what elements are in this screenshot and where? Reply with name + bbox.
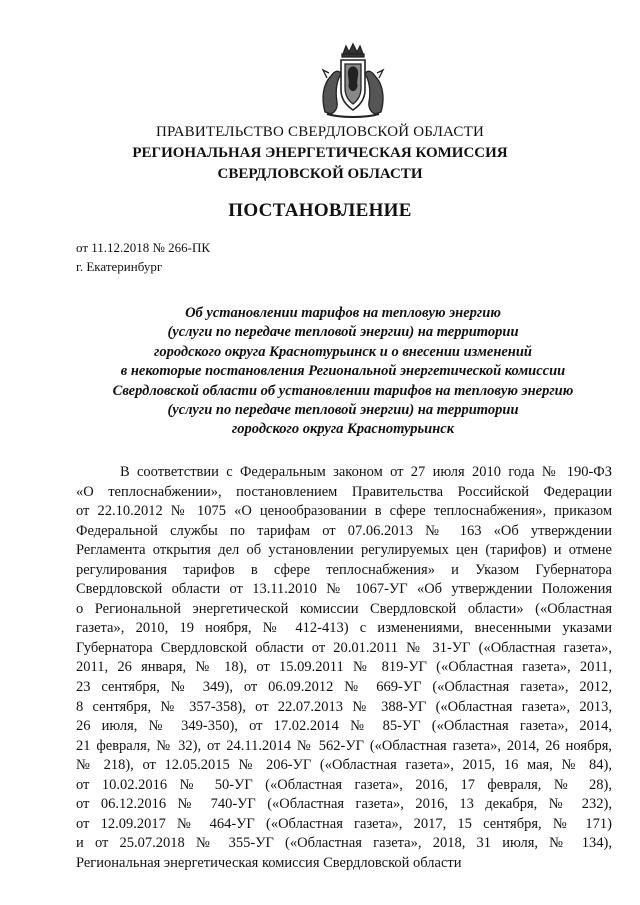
commission-header: РЕГИОНАЛЬНАЯ ЭНЕРГЕТИЧЕСКАЯ КОМИССИЯ bbox=[132, 145, 508, 161]
subject-line: в некоторые постановления Региональной энергетической комиссии bbox=[120, 363, 566, 380]
document-body bbox=[76, 463, 612, 873]
body-line: 23 сентября, № 349), от 06.09.2012 № 669-УГ («Областная газета», 2012, bbox=[76, 679, 612, 696]
body-line: Свердловской области от 13.11.2010 № 1067-УГ «Об утверждении Положения bbox=[76, 581, 612, 598]
coat-of-arms-icon bbox=[313, 40, 393, 120]
document-date-number: от 11.12.2018 № 266-ПК bbox=[76, 240, 211, 255]
government-header: ПРАВИТЕЛЬСТВО СВЕРДЛОВСКОЙ ОБЛАСТИ bbox=[155, 124, 485, 140]
body-line: 26 июля, № 349-350), от 17.02.2014 № 85-УГ («Областная газета», 2014, bbox=[76, 718, 612, 735]
body-line: 8 сентября, № 357-358), от 22.07.2013 № 388-УГ («Областная газета», 2013, bbox=[76, 698, 612, 715]
document-city: г. Екатеринбург bbox=[76, 259, 163, 274]
region-header: СВЕРДЛОВСКОЙ ОБЛАСТИ bbox=[217, 166, 423, 182]
body-line: № 218), от 12.05.2015 № 206-УГ («Областная газета», 2015, 16 мая, № 84), bbox=[76, 757, 612, 774]
subject-line: городского округа Краснотурьинск bbox=[231, 421, 455, 438]
body-line: «О теплоснабжении», постановлением Правительства Российской Федерации bbox=[76, 483, 612, 500]
subject-line: городского округа Краснотурьинск и о внесении изменений bbox=[154, 343, 532, 360]
body-line: регулирования тарифов в сфере теплоснабжения» и Указом Губернатора bbox=[76, 561, 612, 578]
document-subject bbox=[60, 304, 626, 440]
body-line: газета», 2010, 19 ноября, № 412-413) с изменениями, внесенными указами bbox=[76, 620, 612, 637]
body-line: 2011, 26 января, № 18), от 15.09.2011 № 819-УГ («Областная газета», 2011, bbox=[76, 659, 612, 676]
body-line: о Региональной энергетической комиссии Свердловской области» («Областная bbox=[76, 600, 612, 617]
body-line: от 10.02.2016 № 50-УГ («Областная газета», 2016, 17 февраля, № 28), bbox=[76, 776, 612, 793]
body-line: Региональная энергетическая комиссия Свердловской области bbox=[76, 854, 462, 871]
body-line: от 12.09.2017 № 464-УГ («Областная газета», 2017, 15 сентября, № 171) bbox=[76, 815, 612, 832]
body-line: от 06.12.2016 № 740-УГ («Областная газета», 2016, 13 декабря, № 232), bbox=[76, 796, 612, 813]
document-type-title: ПОСТАНОВЛЕНИЕ bbox=[228, 200, 412, 221]
body-line: от 22.10.2012 № 1075 «О ценообразовании в сфере теплоснабжения», приказом bbox=[76, 503, 612, 520]
body-line: 21 февраля, № 32), от 24.11.2014 № 562-УГ («Областная газета», 2014, 26 ноября, bbox=[76, 737, 612, 754]
body-line: В соответствии с Федеральным законом от 27 июля 2010 года № 190-ФЗ bbox=[120, 464, 612, 480]
subject-line: Свердловской области об установлении тарифов на тепловую энергию bbox=[112, 382, 574, 399]
body-line: Губернатора Свердловской области от 20.01.2011 № 31-УГ («Областная газета», bbox=[76, 639, 612, 656]
subject-line: (услуги по передаче тепловой энергии) на территории bbox=[167, 402, 519, 419]
body-line: Регламента открытия дел об установлении регулируемых цен (тарифов) и отмене bbox=[76, 542, 612, 559]
subject-line: (услуги по передаче тепловой энергии) на территории bbox=[167, 324, 519, 341]
body-line: Федеральной службы по тарифам от 07.06.2013 № 163 «Об утверждении bbox=[76, 522, 612, 539]
subject-line: Об установлении тарифов на тепловую энергию bbox=[185, 305, 501, 321]
body-line: и от 25.07.2018 № 355-УГ («Областная газета», 2018, 31 июля, № 134), bbox=[76, 835, 612, 852]
